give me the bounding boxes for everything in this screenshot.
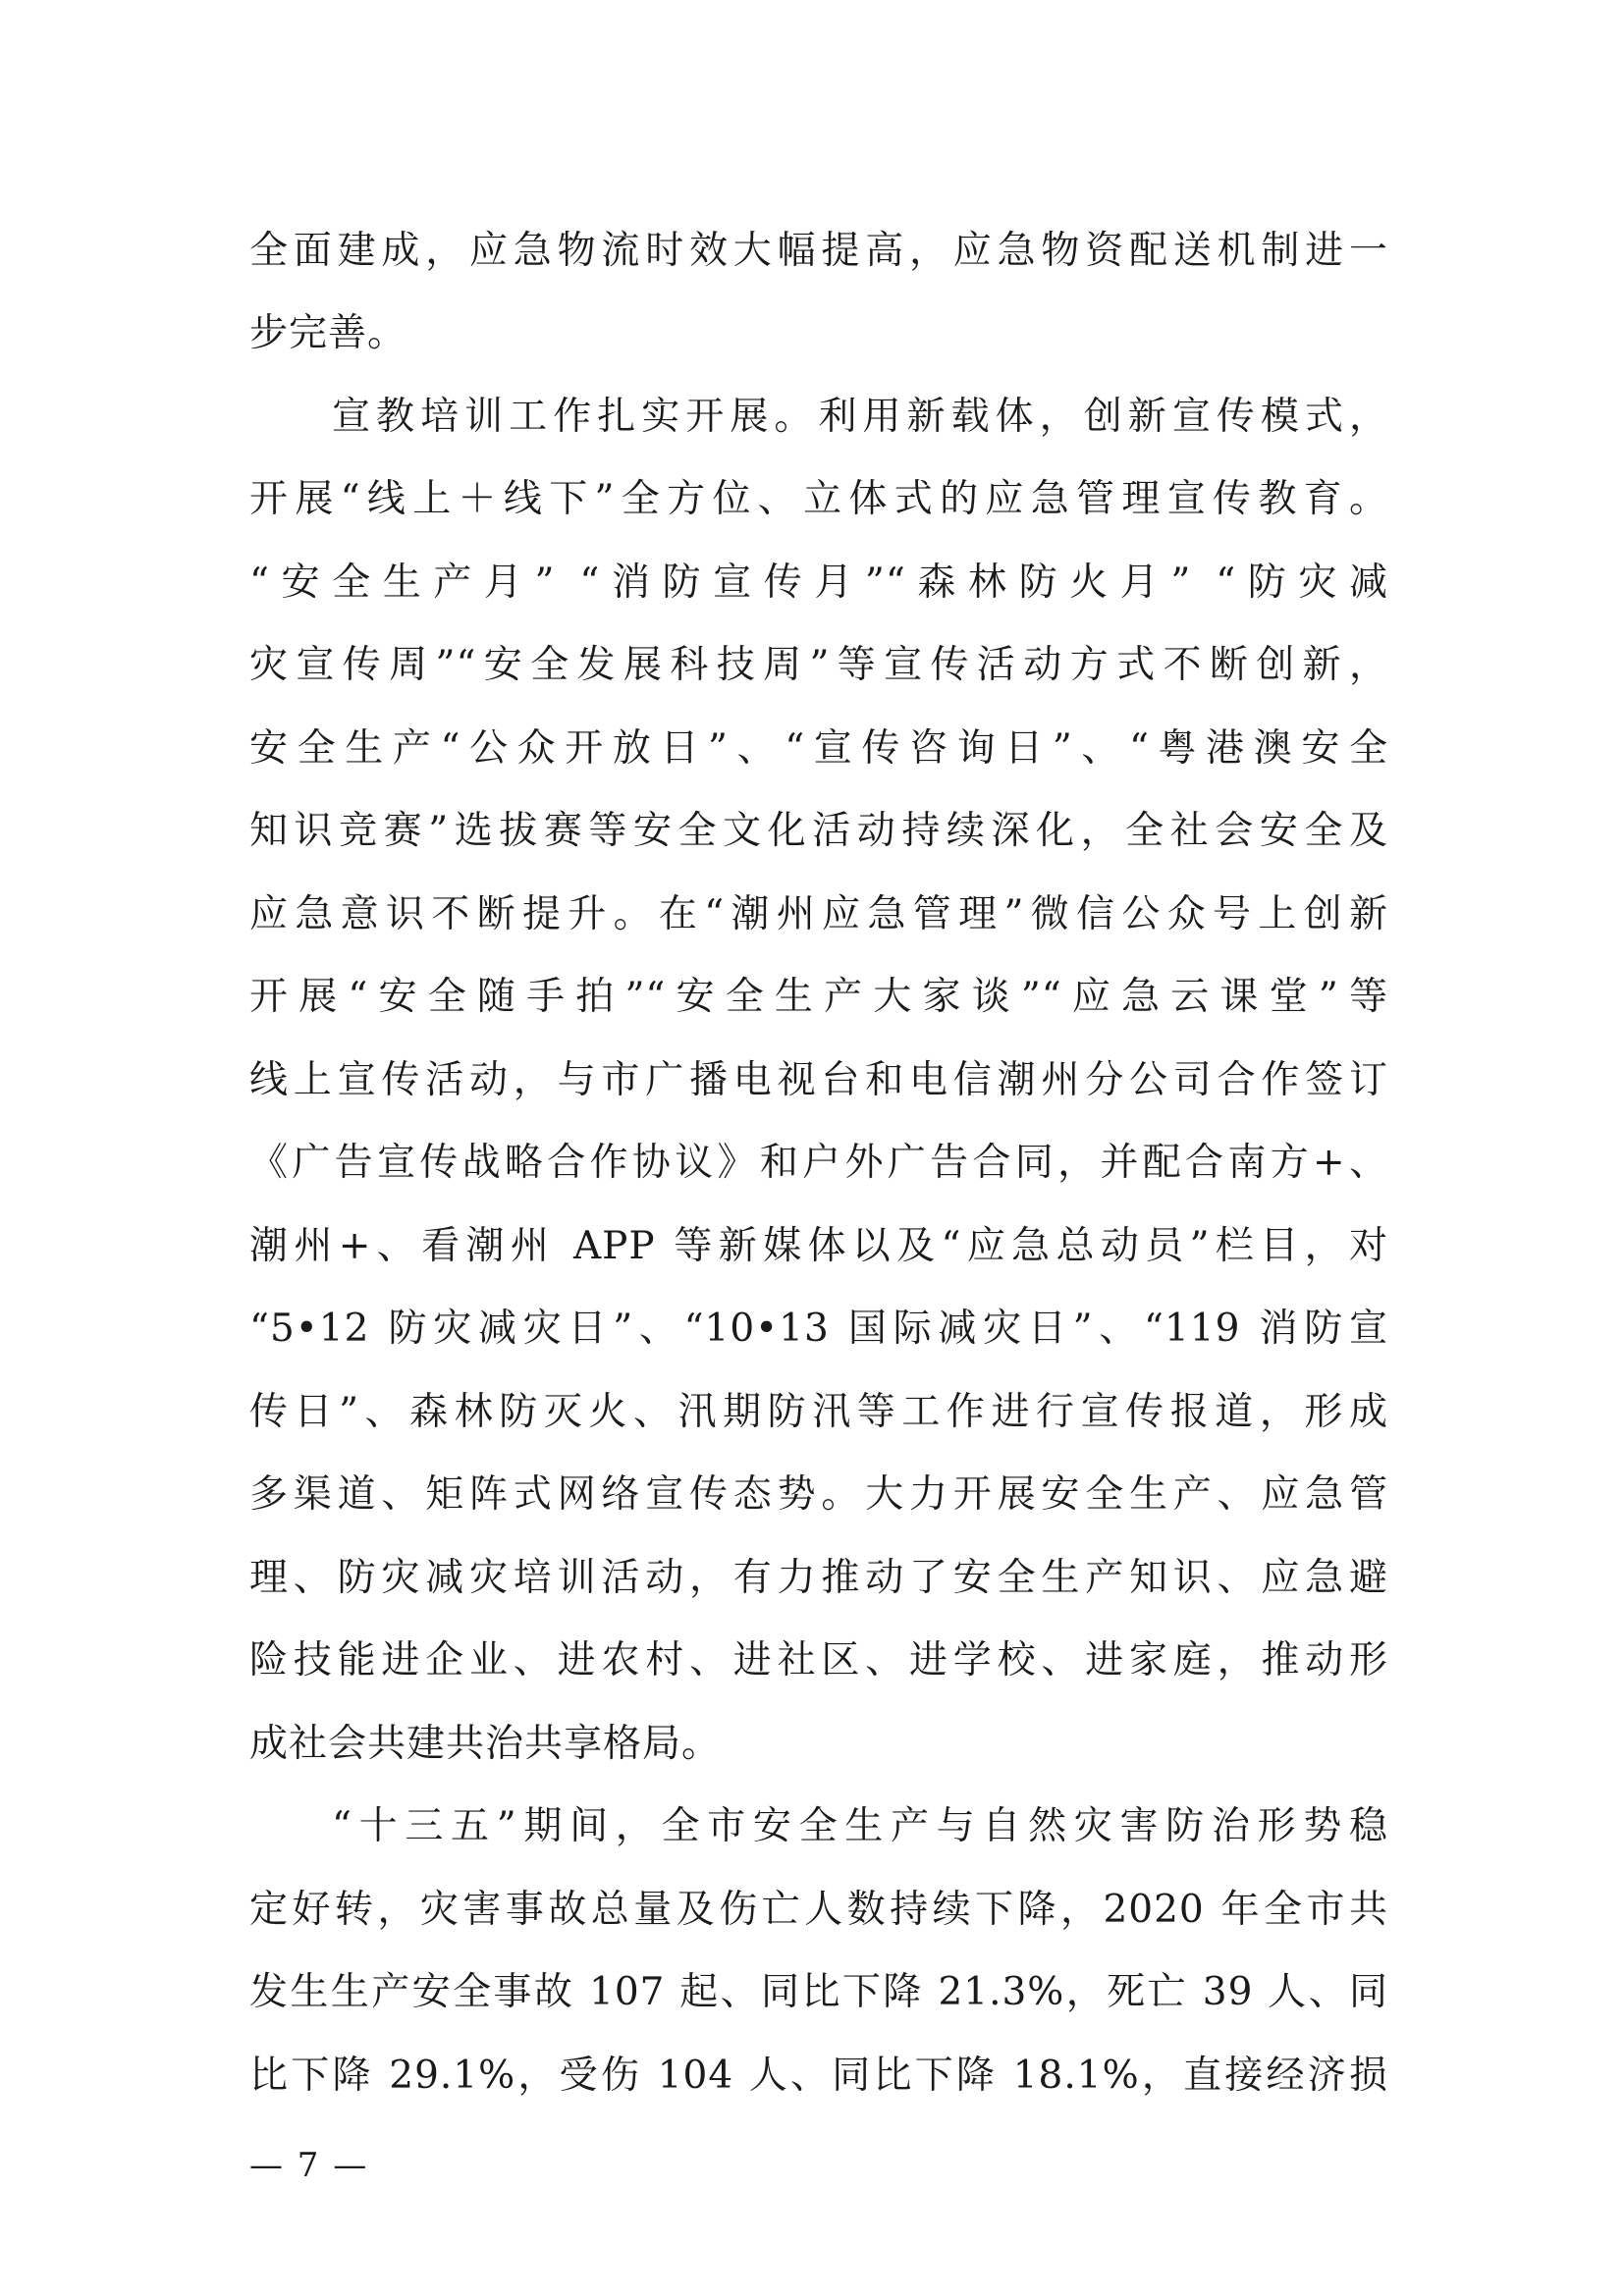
text-line: 成社会共建共治共享格局。	[249, 1722, 722, 1766]
text-line: 步完善。	[249, 311, 407, 355]
text-line: 险技能进企业、进农村、进社区、进学校、进家庭，推动形	[249, 1638, 1388, 1682]
text-line: 线上宣传活动，与市广播电视台和电信潮州分公司合作签订	[249, 1058, 1388, 1102]
text-line: 安全生产“公众开放日”、“宣传咨询日”、“粤港澳安全	[249, 726, 1388, 771]
text-line: 潮州+、看潮州 APP 等新媒体以及“应急总动员”栏目，对	[249, 1224, 1388, 1268]
text-line: 《广告宣传战略合作协议》和户外广告合同，并配合南方+、	[249, 1141, 1388, 1185]
text-line: 应急意识不断提升。在“潮州应急管理”微信公众号上创新	[249, 892, 1388, 936]
paragraph-first-line: 宣教培训工作扎实开展。利用新载体，创新宣传模式，	[332, 395, 1388, 439]
text-line: 全面建成，应急物流时效大幅提高，应急物资配送机制进一	[249, 229, 1388, 273]
text-line: 多渠道、矩阵式网络宣传态势。大力开展安全生产、应急管	[249, 1472, 1388, 1517]
text-line: 知识竞赛”选拔赛等安全文化活动持续深化，全社会安全及	[249, 809, 1388, 853]
text-line: 发生生产安全事故 107 起、同比下降 21.3%，死亡 39 人、同	[249, 1970, 1388, 2014]
text-line: 开展“线上＋线下”全方位、立体式的应急管理宣传教育。	[249, 477, 1388, 521]
text-line: 开展“安全随手拍”“安全生产大家谈”“应急云课堂”等	[249, 975, 1388, 1019]
paragraph-first-line: “十三五”期间，全市安全生产与自然灾害防治形势稳	[332, 1804, 1388, 1848]
text-line: “安全生产月” “消防宣传月”“森林防火月” “防灾减	[249, 561, 1388, 605]
page-number: — 7 —	[249, 2146, 369, 2185]
text-line: 定好转，灾害事故总量及伤亡人数持续下降，2020 年全市共	[249, 1888, 1388, 1932]
text-line: 灾宣传周”“安全发展科技周”等宣传活动方式不断创新，	[249, 643, 1388, 687]
text-line: 比下降 29.1%，受伤 104 人、同比下降 18.1%，直接经济损	[249, 2054, 1388, 2098]
text-line: “5•12 防灾减灾日”、“10•13 国际减灾日”、“119 消防宣	[249, 1307, 1388, 1351]
text-line: 理、防灾减灾培训活动，有力推动了安全生产知识、应急避	[249, 1556, 1388, 1600]
text-line: 传日”、森林防灭火、汛期防汛等工作进行宣传报道，形成	[249, 1390, 1388, 1434]
